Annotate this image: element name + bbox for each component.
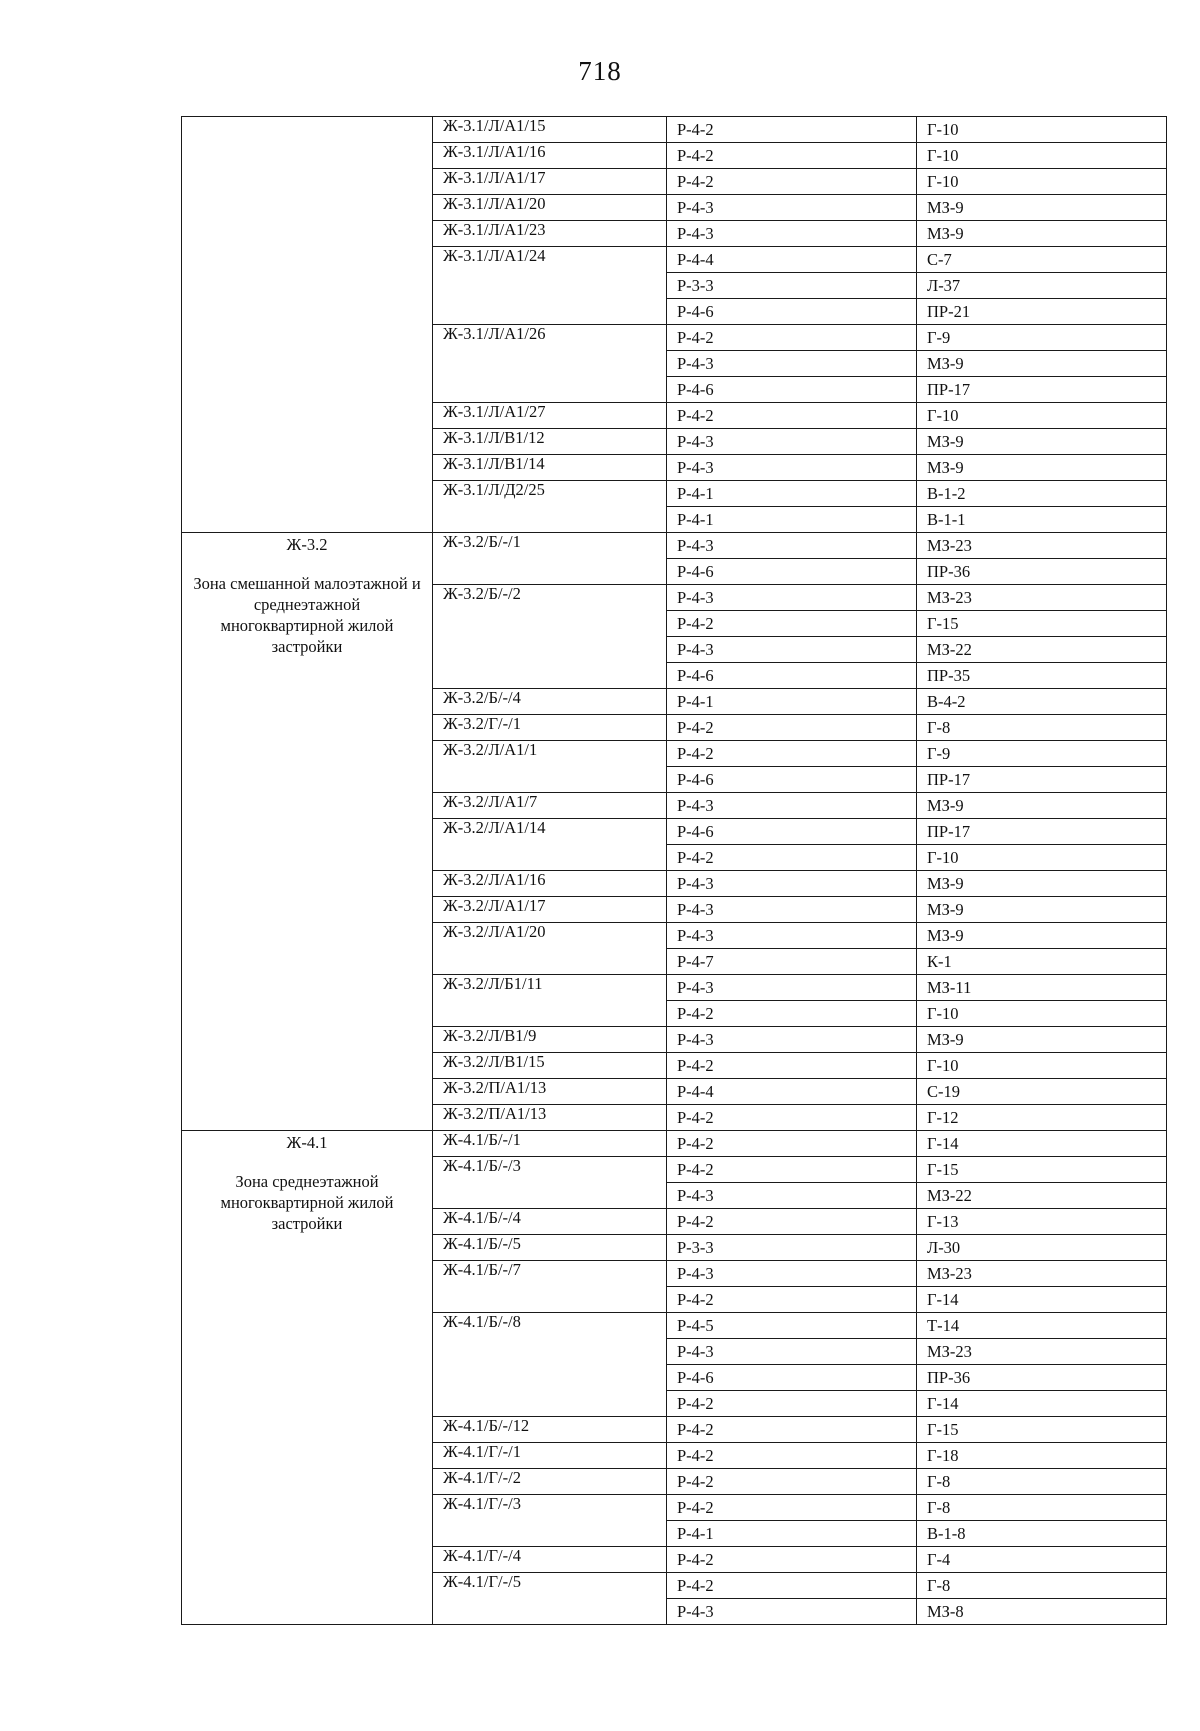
class-code-cell: МЗ-23 — [917, 585, 1167, 611]
page-number: 718 — [578, 56, 622, 86]
subzone-code-cell: Ж-3.2/П/А1/13 — [433, 1105, 667, 1131]
class-code-cell: Г-10 — [917, 143, 1167, 169]
regulation-code-cell: Р-4-6 — [667, 299, 917, 325]
subzone-code-cell: Ж-3.1/Л/Д2/25 — [433, 481, 667, 533]
class-code-cell: Г-8 — [917, 715, 1167, 741]
class-code-cell: МЗ-23 — [917, 1339, 1167, 1365]
class-code-cell: Г-8 — [917, 1469, 1167, 1495]
regulation-code-cell: Р-4-2 — [667, 1157, 917, 1183]
subzone-code-cell: Ж-3.2/Л/А1/16 — [433, 871, 667, 897]
regulation-code-cell: Р-4-2 — [667, 1495, 917, 1521]
zone-description: Зона смешанной малоэтажной и среднеэтажной многоквартирной жилой застройки — [193, 574, 421, 656]
class-code-cell: Т-14 — [917, 1313, 1167, 1339]
subzone-code-cell: Ж-3.1/Л/А1/27 — [433, 403, 667, 429]
class-code-cell: Г-10 — [917, 1001, 1167, 1027]
regulation-code-cell: Р-4-3 — [667, 1027, 917, 1053]
regulation-code-cell: Р-4-3 — [667, 585, 917, 611]
regulation-code-cell: Р-4-6 — [667, 819, 917, 845]
class-code-cell: МЗ-9 — [917, 793, 1167, 819]
subzone-code-cell: Ж-3.2/Б/-/1 — [433, 533, 667, 585]
class-code-cell: В-1-8 — [917, 1521, 1167, 1547]
class-code-cell: Л-30 — [917, 1235, 1167, 1261]
subzone-code-cell: Ж-3.1/Л/В1/12 — [433, 429, 667, 455]
class-code-cell: Г-18 — [917, 1443, 1167, 1469]
class-code-cell: МЗ-22 — [917, 637, 1167, 663]
class-code-cell: В-4-2 — [917, 689, 1167, 715]
class-code-cell: Г-4 — [917, 1547, 1167, 1573]
class-code-cell: Г-14 — [917, 1391, 1167, 1417]
class-code-cell: С-7 — [917, 247, 1167, 273]
regulation-code-cell: Р-4-5 — [667, 1313, 917, 1339]
regulation-code-cell: Р-3-3 — [667, 273, 917, 299]
subzone-code-cell: Ж-4.1/Г/-/2 — [433, 1469, 667, 1495]
regulation-code-cell: Р-4-2 — [667, 1417, 917, 1443]
regulation-code-cell: Р-4-3 — [667, 1599, 917, 1625]
regulation-code-cell: Р-4-2 — [667, 1131, 917, 1157]
regulation-code-cell: Р-4-3 — [667, 1183, 917, 1209]
regulation-code-cell: Р-4-3 — [667, 871, 917, 897]
class-code-cell: Г-15 — [917, 1417, 1167, 1443]
regulation-code-cell: Р-4-4 — [667, 247, 917, 273]
subzone-code-cell: Ж-4.1/Г/-/4 — [433, 1547, 667, 1573]
regulation-code-cell: Р-4-2 — [667, 143, 917, 169]
regulation-code-cell: Р-4-2 — [667, 741, 917, 767]
regulation-code-cell: Р-4-6 — [667, 559, 917, 585]
class-code-cell: С-19 — [917, 1079, 1167, 1105]
regulation-code-cell: Р-4-3 — [667, 221, 917, 247]
class-code-cell: МЗ-9 — [917, 1027, 1167, 1053]
class-code-cell: ПР-36 — [917, 559, 1167, 585]
class-code-cell: Г-10 — [917, 403, 1167, 429]
class-code-cell: В-1-2 — [917, 481, 1167, 507]
regulation-code-cell: Р-4-2 — [667, 1001, 917, 1027]
class-code-cell: Г-10 — [917, 845, 1167, 871]
regulation-code-cell: Р-4-2 — [667, 117, 917, 143]
class-code-cell: МЗ-9 — [917, 871, 1167, 897]
class-code-cell: Г-9 — [917, 741, 1167, 767]
class-code-cell: Л-37 — [917, 273, 1167, 299]
subzone-code-cell: Ж-3.2/Л/В1/9 — [433, 1027, 667, 1053]
subzone-code-cell: Ж-4.1/Г/-/3 — [433, 1495, 667, 1547]
regulation-code-cell: Р-4-3 — [667, 429, 917, 455]
subzone-code-cell: Ж-3.2/Л/А1/14 — [433, 819, 667, 871]
regulation-code-cell: Р-4-4 — [667, 1079, 917, 1105]
regulation-code-cell: Р-4-1 — [667, 507, 917, 533]
zone-code: Ж-4.1 — [286, 1133, 328, 1152]
subzone-code-cell: Ж-3.2/Л/В1/15 — [433, 1053, 667, 1079]
regulation-code-cell: Р-4-2 — [667, 169, 917, 195]
class-code-cell: Г-15 — [917, 1157, 1167, 1183]
subzone-code-cell: Ж-3.1/Л/А1/23 — [433, 221, 667, 247]
regulation-code-cell: Р-4-3 — [667, 897, 917, 923]
regulation-code-cell: Р-4-3 — [667, 637, 917, 663]
class-code-cell: Г-13 — [917, 1209, 1167, 1235]
subzone-code-cell: Ж-4.1/Б/-/7 — [433, 1261, 667, 1313]
class-code-cell: МЗ-9 — [917, 221, 1167, 247]
class-code-cell: Г-10 — [917, 117, 1167, 143]
regulation-code-cell: Р-4-3 — [667, 975, 917, 1001]
class-code-cell: Г-12 — [917, 1105, 1167, 1131]
subzone-code-cell: Ж-3.2/Г/-/1 — [433, 715, 667, 741]
regulation-code-cell: Р-4-6 — [667, 663, 917, 689]
regulation-code-cell: Р-4-2 — [667, 715, 917, 741]
subzone-code-cell: Ж-4.1/Б/-/3 — [433, 1157, 667, 1209]
class-code-cell: МЗ-9 — [917, 897, 1167, 923]
class-code-cell: МЗ-9 — [917, 455, 1167, 481]
class-code-cell: МЗ-9 — [917, 429, 1167, 455]
subzone-code-cell: Ж-3.2/Л/А1/7 — [433, 793, 667, 819]
class-code-cell: Г-14 — [917, 1131, 1167, 1157]
regulation-code-cell: Р-4-2 — [667, 1287, 917, 1313]
regulation-code-cell: Р-4-3 — [667, 1261, 917, 1287]
class-code-cell: МЗ-9 — [917, 195, 1167, 221]
class-code-cell: МЗ-22 — [917, 1183, 1167, 1209]
regulation-code-cell: Р-4-2 — [667, 845, 917, 871]
regulation-code-cell: Р-4-3 — [667, 1339, 917, 1365]
regulation-code-cell: Р-4-6 — [667, 377, 917, 403]
regulation-code-cell: Р-4-2 — [667, 611, 917, 637]
class-code-cell: Г-15 — [917, 611, 1167, 637]
regulation-code-cell: Р-3-3 — [667, 1235, 917, 1261]
class-code-cell: МЗ-23 — [917, 1261, 1167, 1287]
subzone-code-cell: Ж-3.1/Л/А1/16 — [433, 143, 667, 169]
regulation-code-cell: Р-4-6 — [667, 1365, 917, 1391]
regulation-code-cell: Р-4-2 — [667, 403, 917, 429]
regulation-code-cell: Р-4-3 — [667, 793, 917, 819]
subzone-code-cell: Ж-3.2/Л/А1/1 — [433, 741, 667, 793]
subzone-code-cell: Ж-4.1/Г/-/5 — [433, 1573, 667, 1625]
zone-cell — [182, 1131, 433, 1625]
subzone-code-cell: Ж-4.1/Б/-/8 — [433, 1313, 667, 1417]
subzone-code-cell: Ж-4.1/Б/-/5 — [433, 1235, 667, 1261]
subzone-code-cell: Ж-3.1/Л/В1/14 — [433, 455, 667, 481]
zone-description: Зона среднеэтажной многоквартирной жилой застройки — [220, 1172, 394, 1233]
regulation-code-cell: Р-4-2 — [667, 1547, 917, 1573]
subzone-code-cell: Ж-3.1/Л/А1/17 — [433, 169, 667, 195]
regulation-code-cell: Р-4-2 — [667, 1391, 917, 1417]
class-code-cell: ПР-17 — [917, 377, 1167, 403]
class-code-cell: МЗ-9 — [917, 351, 1167, 377]
class-code-cell: МЗ-8 — [917, 1599, 1167, 1625]
regulation-code-cell: Р-4-7 — [667, 949, 917, 975]
subzone-code-cell: Ж-3.2/Л/А1/17 — [433, 897, 667, 923]
class-code-cell: В-1-1 — [917, 507, 1167, 533]
subzone-code-cell: Ж-3.2/Б/-/4 — [433, 689, 667, 715]
subzone-code-cell: Ж-3.1/Л/А1/20 — [433, 195, 667, 221]
class-code-cell: ПР-35 — [917, 663, 1167, 689]
subzone-code-cell: Ж-3.2/Л/Б1/11 — [433, 975, 667, 1027]
regulation-code-cell: Р-4-3 — [667, 923, 917, 949]
table-row — [182, 1131, 1167, 1157]
regulation-code-cell: Р-4-2 — [667, 1573, 917, 1599]
regulation-code-cell: Р-4-2 — [667, 1443, 917, 1469]
regulation-code-cell: Р-4-2 — [667, 1469, 917, 1495]
zone-code: Ж-3.2 — [286, 535, 328, 554]
class-code-cell: ПР-17 — [917, 767, 1167, 793]
subzone-code-cell: Ж-3.2/П/А1/13 — [433, 1079, 667, 1105]
class-code-cell: Г-10 — [917, 1053, 1167, 1079]
class-code-cell: ПР-17 — [917, 819, 1167, 845]
class-code-cell: МЗ-23 — [917, 533, 1167, 559]
class-code-cell: МЗ-11 — [917, 975, 1167, 1001]
zone-cell — [182, 533, 433, 1131]
table-row — [182, 533, 1167, 559]
class-code-cell: ПР-36 — [917, 1365, 1167, 1391]
regulation-code-cell: Р-4-2 — [667, 1053, 917, 1079]
regulation-code-cell: Р-4-2 — [667, 1105, 917, 1131]
subzone-code-cell: Ж-3.1/Л/А1/24 — [433, 247, 667, 325]
class-code-cell: ПР-21 — [917, 299, 1167, 325]
regulation-code-cell: Р-4-3 — [667, 533, 917, 559]
regulation-code-cell: Р-4-1 — [667, 689, 917, 715]
class-code-cell: МЗ-9 — [917, 923, 1167, 949]
regulation-code-cell: Р-4-2 — [667, 1209, 917, 1235]
subzone-code-cell: Ж-4.1/Г/-/1 — [433, 1443, 667, 1469]
regulation-code-cell: Р-4-1 — [667, 481, 917, 507]
subzone-code-cell: Ж-3.1/Л/А1/26 — [433, 325, 667, 403]
table-row — [182, 117, 1167, 143]
regulation-code-cell: Р-4-2 — [667, 325, 917, 351]
class-code-cell: Г-8 — [917, 1573, 1167, 1599]
subzone-code-cell: Ж-4.1/Б/-/12 — [433, 1417, 667, 1443]
subzone-code-cell: Ж-3.2/Л/А1/20 — [433, 923, 667, 975]
zoning-table — [181, 116, 1167, 1625]
subzone-code-cell: Ж-4.1/Б/-/1 — [433, 1131, 667, 1157]
regulation-code-cell: Р-4-3 — [667, 195, 917, 221]
zone-cell — [182, 117, 433, 533]
class-code-cell: Г-9 — [917, 325, 1167, 351]
class-code-cell: К-1 — [917, 949, 1167, 975]
subzone-code-cell: Ж-3.1/Л/А1/15 — [433, 117, 667, 143]
class-code-cell: Г-10 — [917, 169, 1167, 195]
subzone-code-cell: Ж-3.2/Б/-/2 — [433, 585, 667, 689]
regulation-code-cell: Р-4-6 — [667, 767, 917, 793]
subzone-code-cell: Ж-4.1/Б/-/4 — [433, 1209, 667, 1235]
class-code-cell: Г-8 — [917, 1495, 1167, 1521]
regulation-code-cell: Р-4-1 — [667, 1521, 917, 1547]
regulation-code-cell: Р-4-3 — [667, 455, 917, 481]
regulation-code-cell: Р-4-3 — [667, 351, 917, 377]
class-code-cell: Г-14 — [917, 1287, 1167, 1313]
